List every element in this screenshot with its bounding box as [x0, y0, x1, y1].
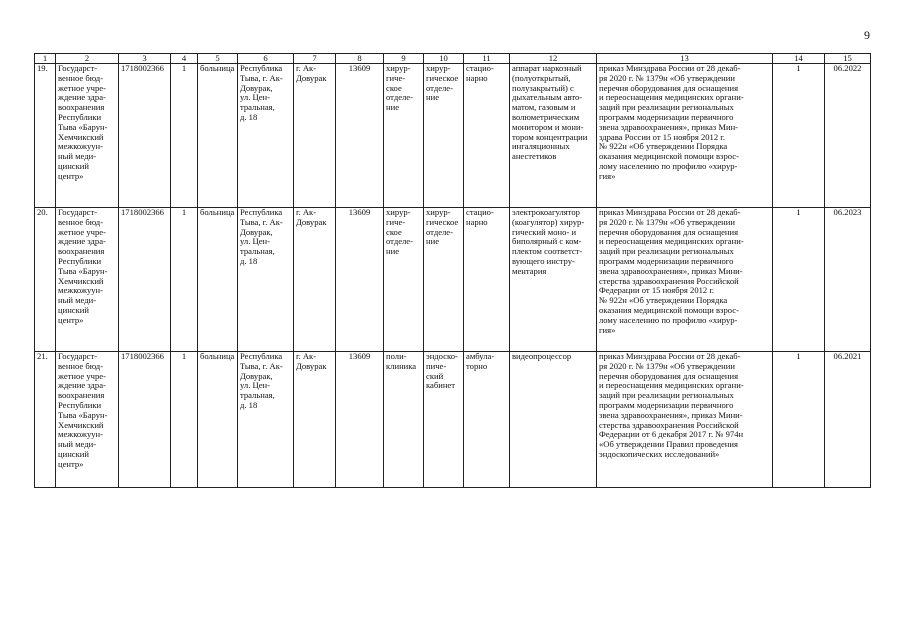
header-row: [35, 54, 871, 64]
header-cell: 13: [597, 54, 773, 64]
date: 06.2022: [825, 64, 871, 208]
code: 13609: [336, 64, 384, 208]
column-4-value: 1: [171, 64, 198, 208]
city: г. Ак- Довурак: [294, 208, 336, 352]
care-type: амбула- торно: [464, 352, 510, 488]
quantity: 1: [773, 352, 825, 488]
header-cell: 10: [424, 54, 464, 64]
row-number: 20.: [35, 208, 56, 352]
organization-name: Государст- венное бюд- жетное учре- ждение здра- воохранения Республики Тыва «Барун- Хемчикский межкожуун- ный меди- цинский центр»: [56, 208, 119, 352]
header-cell: 14: [773, 54, 825, 64]
subdepartment: хирур- гическое отделе- ние: [424, 208, 464, 352]
city: г. Ак- Довурак: [294, 352, 336, 488]
header-cell: 15: [825, 54, 871, 64]
header-cell: 12: [510, 54, 597, 64]
city: г. Ак- Довурак: [294, 64, 336, 208]
address: Республика Тыва, г. Ак- Довурак, ул. Цен- тральная, д. 18: [238, 352, 294, 488]
department: поли- клиника: [384, 352, 424, 488]
table-row: [35, 64, 871, 208]
equipment: электрокоагулятор (коагулятор) хирур- гический моно- и биполярный с ком- плектом соответст- вующего инстру- ментария: [510, 208, 597, 352]
row-number: 19.: [35, 64, 56, 208]
code: 13609: [336, 208, 384, 352]
row-number: 21.: [35, 352, 56, 488]
subdepartment: эндоско- пиче- ский кабинет: [424, 352, 464, 488]
organization-name: Государст- венное бюд- жетное учре- ждение здра- воохранения Республики Тыва «Барун- Хемчикский межкожуун- ный меди- цинский центр»: [56, 352, 119, 488]
department: хирур- гиче- ское отделе- ние: [384, 208, 424, 352]
legal-basis: приказ Минздрава России от 28 декаб- ря 2020 г. № 1379н «Об утверждении перечня оборудования для оснащения и переоснащения медицинских органи- заций при реализации региональных программ модернизации первичного звена здравоохранения», приказ Мини- стерства здравоохранения Российской Федерации от 15 ноября 2012 г. № 922н «Об утверждении Порядка оказания медицинской помощи взрос- лому населению по профилю «хирур- гия»: [597, 208, 773, 352]
header-cell: 5: [198, 54, 238, 64]
address: Республика Тыва, г. Ак- Довурак, ул. Цен- тральная, д. 18: [238, 208, 294, 352]
column-4-value: 1: [171, 208, 198, 352]
facility-type: больница: [198, 64, 238, 208]
date: 06.2021: [825, 352, 871, 488]
inn: 1718002366: [119, 352, 171, 488]
care-type: стацио- нарно: [464, 208, 510, 352]
column-4-value: 1: [171, 352, 198, 488]
header-cell: 3: [119, 54, 171, 64]
date: 06.2023: [825, 208, 871, 352]
legal-basis: приказ Минздрава России от 28 декаб- ря 2020 г. № 1379н «Об утверждении перечня оборудования для оснащения и переоснащения медицинских органи- заций при реализации региональных программ модернизации первичного звена здравоохранения», приказ Мин- здрава России от 15 ноября 2012 г. № 922н «Об утверждении Порядка оказания медицинской помощи взрос- лому населению по профилю «хирур- гия»: [597, 64, 773, 208]
equipment-table: [34, 53, 871, 488]
quantity: 1: [773, 64, 825, 208]
equipment: аппарат наркозный (полуоткрытый, полузакрытый) с дыхательным авто- матом, газовым и волюметрическим монитором и мони- тором концентрации ингаляционных анестетиков: [510, 64, 597, 208]
organization-name: Государст- венное бюд- жетное учре- ждение здра- воохранения Республики Тыва «Барун- Хемчикский межкожуун- ный меди- цинский центр»: [56, 64, 119, 208]
header-cell: 2: [56, 54, 119, 64]
inn: 1718002366: [119, 208, 171, 352]
quantity: 1: [773, 208, 825, 352]
subdepartment: хирур- гическое отделе- ние: [424, 64, 464, 208]
table-row: [35, 352, 871, 488]
header-cell: 6: [238, 54, 294, 64]
header-cell: 11: [464, 54, 510, 64]
header-cell: 9: [384, 54, 424, 64]
header-cell: 8: [336, 54, 384, 64]
legal-basis: приказ Минздрава России от 28 декаб- ря 2020 г. № 1379н «Об утверждении перечня оборудования для оснащения и переоснащения медицинских органи- заций при реализации региональных программ модернизации первичного звена здравоохранения», приказ Мини- стерства здравоохранения Российской Федерации от 6 декабря 2017 г. № 974н «Об утверждении Правил проведения эндоскопических исследований»: [597, 352, 773, 488]
equipment: видеопроцессор: [510, 352, 597, 488]
department: хирур- гиче- ское отделе- ние: [384, 64, 424, 208]
header-cell: 7: [294, 54, 336, 64]
inn: 1718002366: [119, 64, 171, 208]
header-cell: 4: [171, 54, 198, 64]
address: Республика Тыва, г. Ак- Довурак, ул. Цен- тральная, д. 18: [238, 64, 294, 208]
header-cell: 1: [35, 54, 56, 64]
table-row: [35, 208, 871, 352]
code: 13609: [336, 352, 384, 488]
care-type: стацио- нарно: [464, 64, 510, 208]
facility-type: больница: [198, 208, 238, 352]
page-number: 9: [864, 28, 870, 42]
facility-type: больница: [198, 352, 238, 488]
